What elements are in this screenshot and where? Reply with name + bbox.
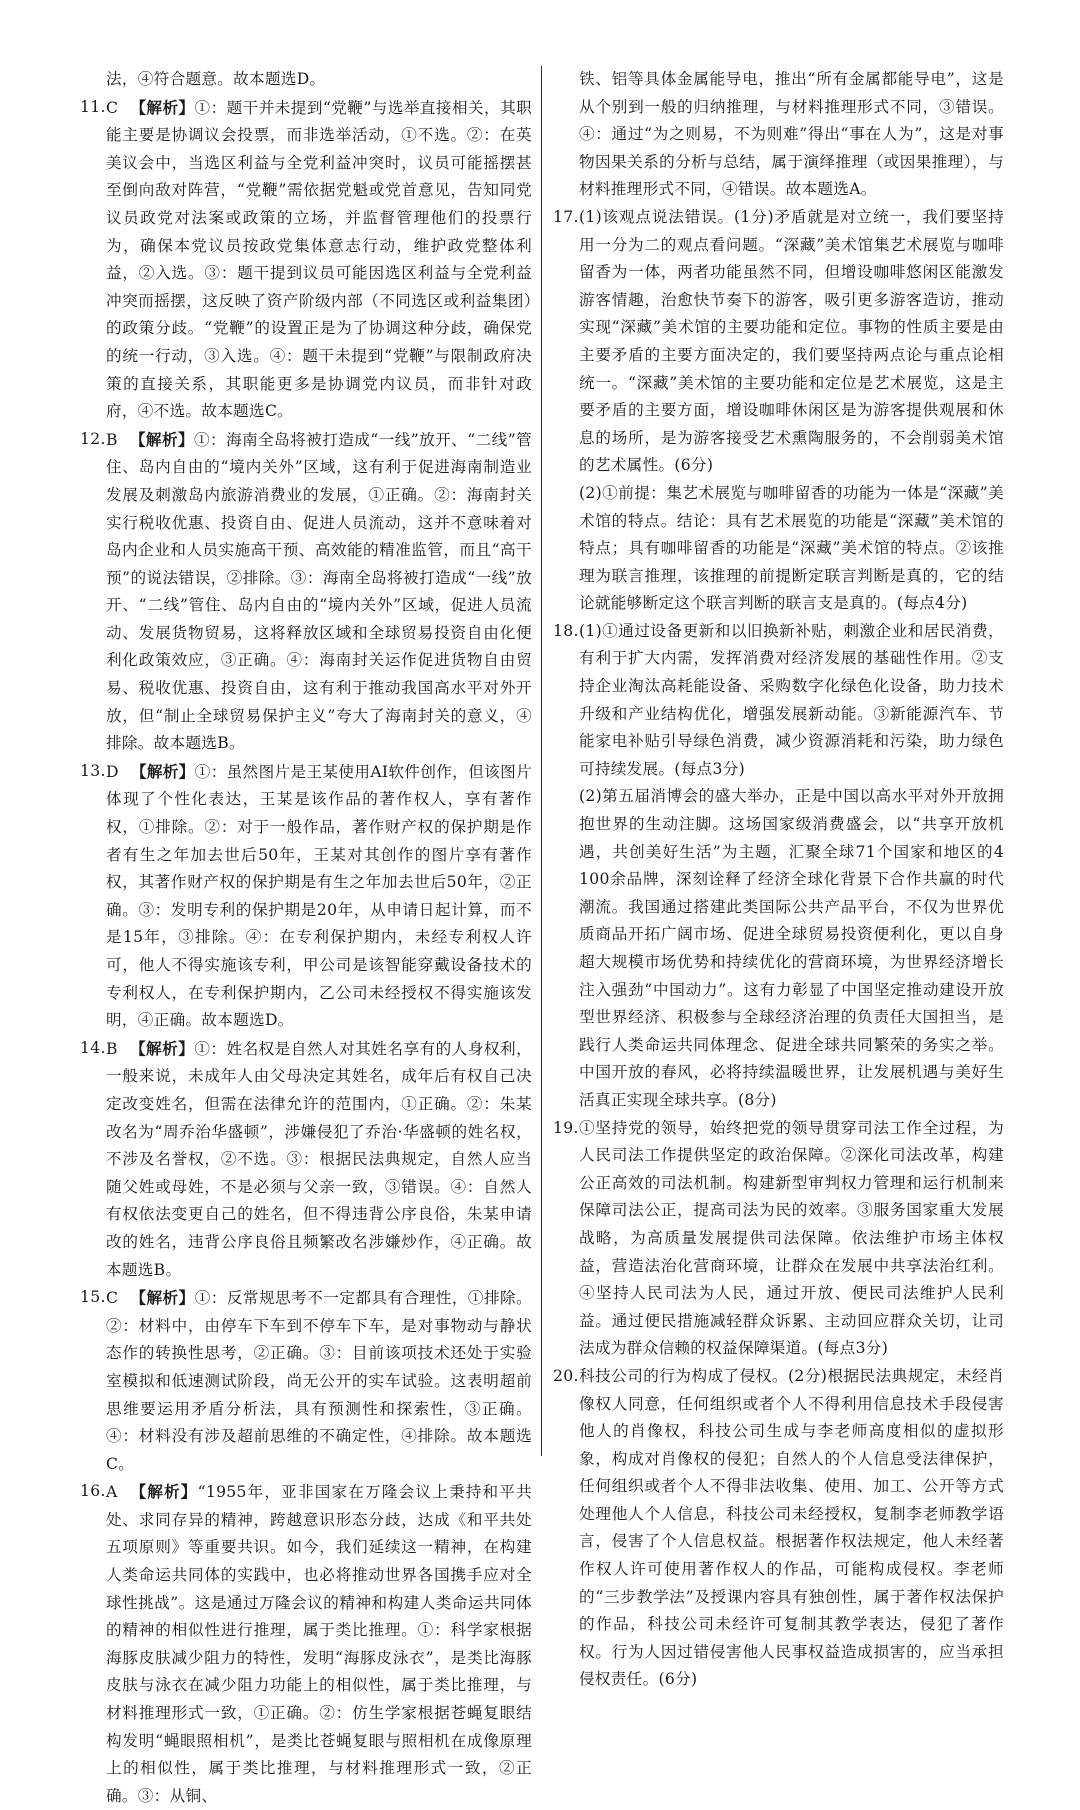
analysis-tag: 【解析】 — [130, 761, 195, 781]
analysis-tag: 【解析】 — [129, 429, 195, 449]
analysis-tag: 【解析】 — [129, 1038, 195, 1058]
answer-item-16 — [80, 1478, 532, 1810]
analysis-tag: 【解析】 — [129, 1482, 198, 1502]
answer-part: (1)该观点说法错误。(1分)矛盾就是对立统一，我们要坚持用一分为二的观点看问题。“深藏”美术馆集艺术展览与咖啡留香为一体，两者功能虽然不同，但增设咖啡悠闲区能激发游客情趣，治愈快节奏下的游客，吸引更多游客造访，推动实现“深藏”美术馆的主要功能和定位。事物的性质主要是由主要矛盾的主要方面决定的，我们要坚持两点论与重点论相统一。“深藏”美术馆的主要功能和定位是艺术展览，这是主要矛盾的主要方面，增设咖啡休闲区是为游客提供观展和休息的场所，是为游客接受艺术熏陶服务的，不会削弱美术馆的艺术属性。(6分) — [579, 207, 1004, 475]
answer-item-19 — [553, 1115, 1004, 1363]
item-number: 17. — [553, 207, 579, 226]
analysis-text: ①：海南全岛将被打造成“一线”放开、“二线”管住、岛内自由的“境内关外”区域，这有利于促进海南制造业发展及刺激岛内旅游消费业的发展，①正确。②：海南封关实行税收优惠、投资自由、促进人员流动，这并不意味着对岛内企业和人员实施高干预、高效能的精准监管，而且“高干预”的说法错误，②排除。③：海南全岛将被打造成“一线”放开、“二线”管住、岛内自由的“境内关外”区域，促进人员流动、发展货物贸易，这将释放区域和全球贸易投资自由化便利化政策效应，③正确。④：海南封关运作促进货物自由贸易、税收优惠、投资自由，这有利于推动我国高水平对外开放，但“制止全球贸易保护主义”夸大了海南封关的意义，④排除。故本题选B。 — [106, 430, 533, 753]
analysis-text: ①：姓名权是自然人对其姓名享有的人身权利，一般来说，未成年人由父母决定其姓名，成年后有权自己决定改变姓名，但需在法律允许的范围内，①正确。②：朱某改名为“周乔治华盛顿”，涉嫌侵犯了乔治·华盛顿的姓名权，不涉及名誉权，②不选。③：根据民法典规定，自然人应当随父姓或母姓，不是必须与父亲一致，③错误。④：自然人有权依法变更自己的姓名，但不得违背公序良俗，朱某申请改的姓名，违背公序良俗且频繁改名涉嫌炒作，④正确。故本题选B。 — [106, 1039, 532, 1279]
continued-text: 法，④符合题意。故本题选D。 — [106, 70, 326, 88]
answer-part: ①坚持党的领导，始终把党的领导贯穿司法工作全过程，为人民司法工作提供坚定的政治保障。②深化司法改革，构建公正高效的司法机制。构建新型审判权力管理和运行机制来保障司法公正，提高司法为民的效率。③服务国家重大发展战略，为高质量发展提供司法保障。依法维护市场主体权益，营造法治化营商环境，让群众在发展中共享法治红利。④坚持人民司法为人民，通过开放、便民司法维护人民利益。通过便民措施减轻群众诉累、主动回应群众关切，让司法成为群众信赖的权益保障渠道。(每点3分) — [579, 1118, 1004, 1358]
answer-part: (2)第五届消博会的盛大举办，正是中国以高水平对外开放拥抱世界的生动注脚。这场国家级消费盛会，以“共享开放机遇，共创美好生活”为主题，汇聚全球71个国家和地区的4 100余品牌，深刻诠释了经济全球化背景下合作共赢的时代潮流。我国通过搭建此类国际公共产品平台，不仅为世界优质商品开拓广阔市场、促进全球贸易投资便利化，更以自身超大规模市场优势和持续优化的营商环境，为世界经济增长注入强劲“中国动力”。这有力彰显了中国坚定推动建设开放型世界经济、积极参与全球经济治理的负责任大国担当，是践行人类命运共同体理念、促进全球共同繁荣的务实之举。中国开放的春风，必将持续温暖世界，让发展机遇与美好生活真正实现全球共享。(8分) — [579, 787, 1004, 1109]
answer-letter: B — [106, 1039, 118, 1058]
analysis-text: ①：虽然图片是王某使用AI软件创作，但该图片体现了个性化表达，王某是该作品的著作权人，享有著作权，①排除。②：对于一般作品，著作财产权的保护期是作者有生之年加去世后50年，王某对其创作的图片享有著作权，其著作财产权的保护期是有生之年加去世后50年，②正确。③：发明专利的保护期是20年，从申请日起计算，而不是15年，③排除。④：在专利保护期内，未经专利权人许可，他人不得实施该专利，甲公司是该智能穿戴设备技术的专利权人，在专利保护期内，乙公司未经授权不得实施该发明，④正确。故本题选D。 — [106, 762, 532, 1030]
answer-item-11 — [80, 94, 532, 426]
item-number: 16. — [80, 1482, 106, 1501]
item-number: 13. — [80, 761, 106, 780]
left-column — [80, 66, 532, 1810]
item-number: 15. — [80, 1288, 106, 1307]
item-number: 18. — [553, 621, 579, 640]
answer-item-15 — [80, 1284, 532, 1478]
column-divider — [541, 66, 542, 1456]
answer-letter: C — [106, 98, 119, 117]
item-number: 19. — [553, 1118, 579, 1137]
answer-item-13 — [80, 758, 532, 1035]
item-number: 12. — [80, 429, 106, 448]
analysis-text: “1955年，亚非国家在万隆会议上秉持和平共处、求同存异的精神，跨越意识形态分歧，达成《和平共处五项原则》等重要共识。如今，我们延续这一精神，在构建人类命运共同体的实践中，也必将推动世界各国携手应对全球性挑战”。这是通过万隆会议的精神和构建人类命运共同体的精神的相似性进行推理，属于类比推理。①：科学家根据海豚皮肤减少阻力的特性，发明“海豚皮泳衣”，是类比海豚皮肤与泳衣在减少阻力功能上的相似性，属于类比推理，与材料推理形式一致，①正确。②：仿生学家根据苍蝇复眼结构发明“蝇眼照相机”，是类比苍蝇复眼与照相机在成像原理上的相似性，属于类比推理，与材料推理形式一致，②正确。③：从铜、 — [106, 1483, 532, 1805]
answer-letter: D — [106, 762, 119, 781]
right-column — [553, 66, 1004, 1694]
answer-part: 科技公司的行为构成了侵权。(2分)根据民法典规定，未经肖像权人同意，任何组织或者个人不得利用信息技术手段侵害他人的肖像权，科技公司生成与李老师高度相似的虚拟形象，构成对肖像权的侵犯；自然人的个人信息受法律保护，任何组织或者个人不得非法收集、使用、加工、公开等方式处理他人个人信息，科技公司未经授权，复制李老师教学语言，侵害了个人信息权益。根据著作权法规定，他人未经著作权人许可使用著作权人的作品，可能构成侵权。李老师的“三步教学法”及授课内容具有独创性，属于著作权法保护的作品，科技公司未经许可复制其教学表达，侵犯了著作权。行为人因过错侵害他人民事权益造成损害的，应当承担侵权责任。(6分) — [579, 1366, 1004, 1689]
answer-part: (1)①通过设备更新和以旧换新补贴，刺激企业和居民消费，有利于扩大内需，发挥消费对经济发展的基础性作用。②支持企业淘汰高耗能设备、采购数字化绿色化设备，助力技术升级和产业结构优化，增强发展新动能。③新能源汽车、节能家电补贴引导绿色消费，减少资源消耗和污染，助力绿色可持续发展。(每点3分) — [579, 621, 1004, 778]
analysis-tag: 【解析】 — [130, 97, 195, 117]
item-number: 11. — [80, 97, 106, 116]
answer-letter: A — [106, 1483, 118, 1502]
item-number: 14. — [80, 1038, 106, 1057]
answer-item-20 — [553, 1363, 1004, 1694]
analysis-text: ①：反常规思考不一定都具有合理性，①排除。②：材料中，由停车下车到不停车下车，是对事物动与静状态作的转换性思考，②正确。③：目前该项技术还处于实验室模拟和低速测试阶段，尚无公开的实车试验。这表明超前思维要运用矛盾分析法，具有预测性和探索性，③正确。④：材料没有涉及超前思维的不确定性，④排除。故本题选C。 — [106, 1289, 532, 1473]
answer-part: (2)①前提：集艺术展览与咖啡留香的功能为一体是“深藏”美术馆的特点。结论：具有艺术展览的功能是“深藏”美术馆的特点；具有咖啡留香的功能是“深藏”美术馆的特点。②该推理为联言推理，该推理的前提断定联言判断是真的，它的结论就能够断定这个联言判断的联言支是真的。(每点4分) — [579, 483, 1004, 613]
answer-item-14 — [80, 1035, 532, 1284]
analysis-text: ①：题干并未提到“党鞭”与选举直接相关，其职能主要是协调议会投票，而非选举活动，①不选。②：在英美议会中，当选区利益与全党利益冲突时，议员可能摇摆甚至倒向敌对阵营，“党鞭”需依据党魁或党首意见，告知同党议员政党对法案或政策的立场，并监督管理他们的投票行为，确保本党议员按政党集体意志行动，维护政党整体利益，②入选。③：题干提到议员可能因选区利益与全党利益冲突而摇摆，这反映了资产阶级内部（不同选区或利益集团）的政策分歧。“党鞭”的设置正是为了协调这种分歧，确保党的统一行动，③入选。④：题干未提到“党鞭”与限制政府决策的直接关系，其职能更多是协调党内议员，而非针对政府，④不选。故本题选C。 — [106, 98, 533, 421]
answer-item-17 — [553, 204, 1004, 618]
analysis-tag: 【解析】 — [130, 1288, 195, 1308]
answer-letter: B — [106, 430, 118, 449]
answer-item-18 — [553, 618, 1004, 1115]
item-number: 20. — [553, 1366, 579, 1385]
answer-item-12 — [80, 426, 532, 758]
answer-letter: C — [106, 1289, 119, 1308]
continued-text: 铁、铝等具体金属能导电，推出“所有金属都能导电”，这是从个别到一般的归纳推理，与材料推理形式不同，③错误。④：通过“为之则易，不为则难”得出“事在人为”，这是对事物因果关系的分析与总结，属于演绎推理（或因果推理），与材料推理形式不同，④错误。故本题选A。 — [579, 70, 1004, 199]
